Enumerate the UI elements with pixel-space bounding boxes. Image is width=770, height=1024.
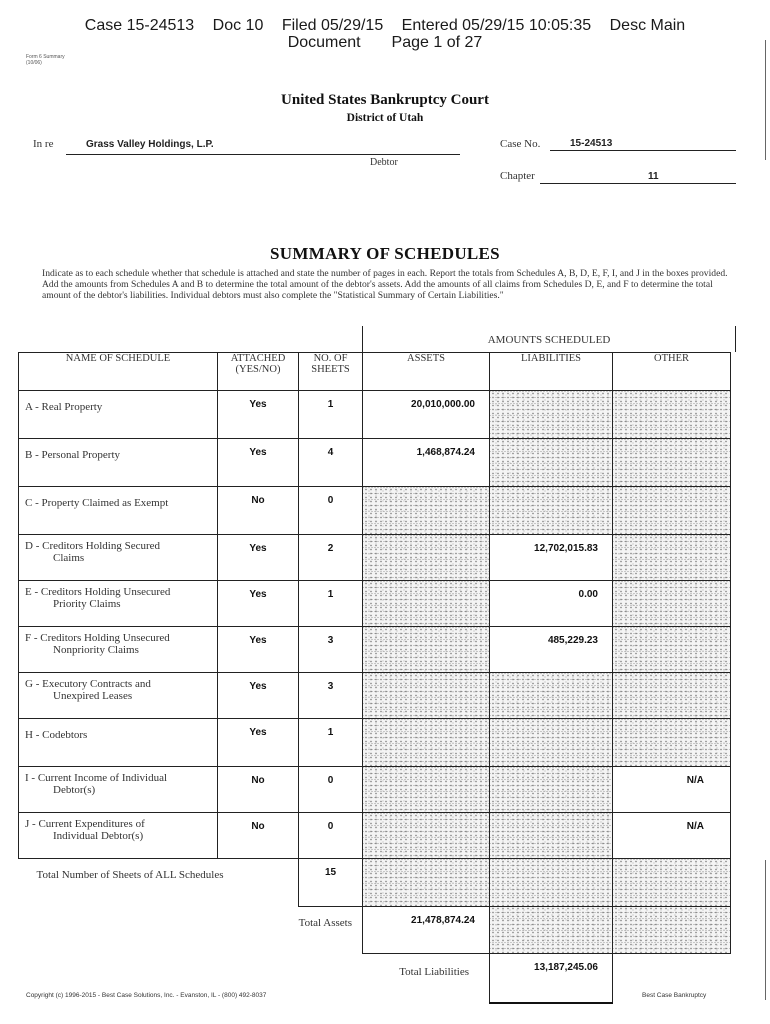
other-cell-shaded: [613, 581, 731, 627]
court-title: United States Bankruptcy Court: [281, 92, 489, 108]
form-tag: [26, 54, 65, 66]
schedule-name: [19, 813, 218, 859]
assets-cell: 1,468,874.24: [363, 439, 490, 487]
sheets-cell: 1: [299, 719, 363, 767]
assets-cell-shaded: [363, 627, 490, 673]
sheets-cell: 1: [299, 391, 363, 439]
schedule-name-line1: J - Current Expenditures of: [25, 818, 145, 830]
doc-number-stamp: Doc 10: [212, 17, 264, 34]
liabilities-cell: 12,702,015.83: [490, 535, 613, 581]
other-cell: N/A: [613, 767, 731, 813]
schedule-name: [19, 767, 218, 813]
liabilities-cell-shaded: [490, 813, 613, 859]
attached-cell: Yes: [218, 535, 299, 581]
other-cell-shaded: [613, 627, 731, 673]
schedule-name-line1: D - Creditors Holding Secured: [25, 540, 161, 552]
liabilities-cell-shaded: [490, 673, 613, 719]
header-attached: [218, 353, 299, 391]
sheets-cell: 0: [299, 813, 363, 859]
footer-brand: Best Case Bankruptcy: [642, 992, 707, 999]
liabilities-cell-shaded: [490, 487, 613, 535]
assets-cell-shaded: [363, 719, 490, 767]
schedule-name-line1: F - Creditors Holding Unsecured: [25, 632, 170, 644]
attached-cell: Yes: [218, 673, 299, 719]
other-cell-shaded: [613, 487, 731, 535]
chapter-value: 11: [648, 171, 659, 182]
table-header-row: [19, 353, 731, 391]
case-no-rule: [550, 150, 736, 151]
schedule-name-line1: E - Creditors Holding Unsecured: [25, 586, 171, 598]
document-label: Document: [287, 34, 361, 51]
sheets-cell: 4: [299, 439, 363, 487]
court-district: District of Utah: [346, 112, 424, 124]
debtor-name: Grass Valley Holdings, L.P.: [86, 139, 214, 150]
table-row: [19, 391, 731, 439]
other-cell-shaded: [613, 906, 731, 954]
schedule-name-line1: A - Real Property: [25, 401, 103, 413]
debtor-label: Debtor: [370, 157, 398, 168]
schedule-name: [19, 439, 218, 487]
other-cell-shaded: [613, 535, 731, 581]
header-liabilities: [490, 353, 613, 391]
amounts-scheduled-band: [362, 326, 736, 352]
assets-cell-shaded: [363, 581, 490, 627]
total-liabilities-label: Total Liabilities: [399, 966, 469, 978]
summary-instructions: Indicate as to each schedule whether that schedule is attached and state the number of pages in each. Report the totals from Schedules A, B, D, E, F, I, and J in the boxes provided. Add the amounts from Schedules A and B to determine the total amount of the debtor's assets. Add the amounts of all claims from Schedules D, E, and F to determine the total amount of the debtor's liabilities. Individual debtors must also complete the "Statistical Summary of Certain Liabilities.": [42, 268, 728, 301]
liabilities-cell-shaded: [490, 391, 613, 439]
other-cell-shaded: [613, 719, 731, 767]
entered-date-stamp: Entered 05/29/15 10:05:35: [401, 17, 592, 34]
assets-cell-shaded: [363, 859, 490, 907]
desc-stamp: Desc Main: [609, 17, 686, 34]
other-cell-shaded: [613, 439, 731, 487]
total-assets-label: Total Assets: [298, 916, 352, 929]
schedule-name: [19, 487, 218, 535]
table-row: [19, 535, 731, 581]
total-liabilities-value: 13,187,245.06: [490, 954, 613, 1004]
total-sheets-value: 15: [299, 859, 363, 907]
header-attached-line2: (YES/NO): [235, 364, 281, 375]
schedule-name-line1: G - Executory Contracts and: [25, 678, 151, 690]
scan-edge-mark: [765, 40, 766, 160]
schedule-name-line2: Individual Debtor(s): [53, 830, 144, 842]
schedules-table: [18, 352, 731, 1004]
attached-cell: Yes: [218, 439, 299, 487]
schedule-name: [19, 673, 218, 719]
header-other: [613, 353, 731, 391]
chapter-rule: [540, 183, 736, 184]
assets-cell-shaded: [363, 535, 490, 581]
schedule-name-line1: H - Codebtors: [25, 729, 88, 741]
total-assets-row: [19, 906, 731, 954]
schedule-name: [19, 719, 218, 767]
schedule-name: [19, 627, 218, 673]
attached-cell: No: [218, 767, 299, 813]
case-no-value: 15-24513: [570, 138, 613, 149]
attached-cell: Yes: [218, 627, 299, 673]
schedule-name-line1: B - Personal Property: [25, 449, 121, 461]
attached-cell: No: [218, 487, 299, 535]
table-row: [19, 673, 731, 719]
schedule-name-line1: C - Property Claimed as Exempt: [25, 497, 169, 509]
table-row: [19, 581, 731, 627]
schedule-name-line2: Unexpired Leases: [53, 690, 133, 702]
assets-cell-shaded: [363, 487, 490, 535]
attached-cell: Yes: [218, 581, 299, 627]
case-no-label: Case No.: [500, 138, 541, 150]
in-re-label: In re: [33, 138, 54, 150]
sheets-cell: 0: [299, 767, 363, 813]
sheets-cell: 2: [299, 535, 363, 581]
table-row: [19, 627, 731, 673]
table-row: [19, 719, 731, 767]
total-sheets-label: Total Number of Sheets of ALL Schedules: [36, 869, 224, 881]
header-assets: [363, 353, 490, 391]
sheets-cell: 3: [299, 673, 363, 719]
filed-date-stamp: Filed 05/29/15: [281, 17, 384, 34]
schedule-name: [19, 391, 218, 439]
footer-copyright: Copyright (c) 1996-2015 - Best Case Solutions, Inc. - Evanston, IL - (800) 492-8037: [26, 992, 267, 999]
liabilities-cell-shaded: [490, 767, 613, 813]
chapter-label: Chapter: [500, 170, 535, 182]
table-row: [19, 767, 731, 813]
liabilities-cell-shaded: [490, 719, 613, 767]
total-assets-value: 21,478,874.24: [363, 906, 490, 954]
header-name: [19, 353, 218, 391]
assets-cell: 20,010,000.00: [363, 391, 490, 439]
header-attached-line1: ATTACHED: [230, 353, 286, 364]
header-name-text: NAME OF SCHEDULE: [65, 353, 171, 364]
schedule-name-line2: Claims: [53, 552, 85, 564]
header-assets-text: ASSETS: [407, 353, 445, 364]
header-other-text: OTHER: [654, 353, 689, 364]
header-sheets-line1: NO. OF: [313, 353, 348, 364]
attached-cell: No: [218, 813, 299, 859]
other-cell: N/A: [613, 813, 731, 859]
sheets-cell: 3: [299, 627, 363, 673]
liabilities-cell-shaded: [490, 439, 613, 487]
attached-cell: Yes: [218, 391, 299, 439]
assets-cell-shaded: [363, 813, 490, 859]
other-cell-shaded: [613, 391, 731, 439]
table-row: [19, 487, 731, 535]
scan-edge-mark: [765, 860, 766, 1000]
schedule-name-line2: Nonpriority Claims: [53, 644, 139, 656]
table-row: [19, 439, 731, 487]
sheets-cell: 0: [299, 487, 363, 535]
case-number-stamp: Case 15-24513: [84, 17, 195, 34]
assets-cell-shaded: [363, 673, 490, 719]
other-cell-shaded: [613, 859, 731, 907]
schedule-name-line2: Debtor(s): [53, 784, 96, 796]
total-sheets-row: [19, 859, 731, 907]
sheets-cell: 1: [299, 581, 363, 627]
amounts-scheduled-header: AMOUNTS SCHEDULED: [487, 334, 611, 346]
liabilities-cell: 485,229.23: [490, 627, 613, 673]
schedule-name: [19, 535, 218, 581]
schedule-name-line1: I - Current Income of Individual: [25, 772, 168, 784]
header-sheets-line2: SHEETS: [311, 364, 350, 375]
debtor-name-rule: [66, 154, 460, 155]
filing-banner: [0, 17, 770, 51]
header-sheets: [299, 353, 363, 391]
other-cell-shaded: [613, 673, 731, 719]
header-liabilities-text: LIABILITIES: [520, 353, 582, 364]
summary-title: SUMMARY OF SCHEDULES: [270, 244, 500, 263]
page-count-stamp: Page 1 of 27: [391, 34, 483, 51]
attached-cell: Yes: [218, 719, 299, 767]
form-name: Form 6 Summary: [26, 54, 65, 60]
form-revision: (10/06): [26, 60, 42, 66]
schedule-name: [19, 581, 218, 627]
liabilities-cell-shaded: [490, 859, 613, 907]
assets-cell-shaded: [363, 767, 490, 813]
liabilities-cell: 0.00: [490, 581, 613, 627]
schedule-name-line2: Priority Claims: [53, 598, 121, 610]
table-row: [19, 813, 731, 859]
liabilities-cell-shaded: [490, 906, 613, 954]
